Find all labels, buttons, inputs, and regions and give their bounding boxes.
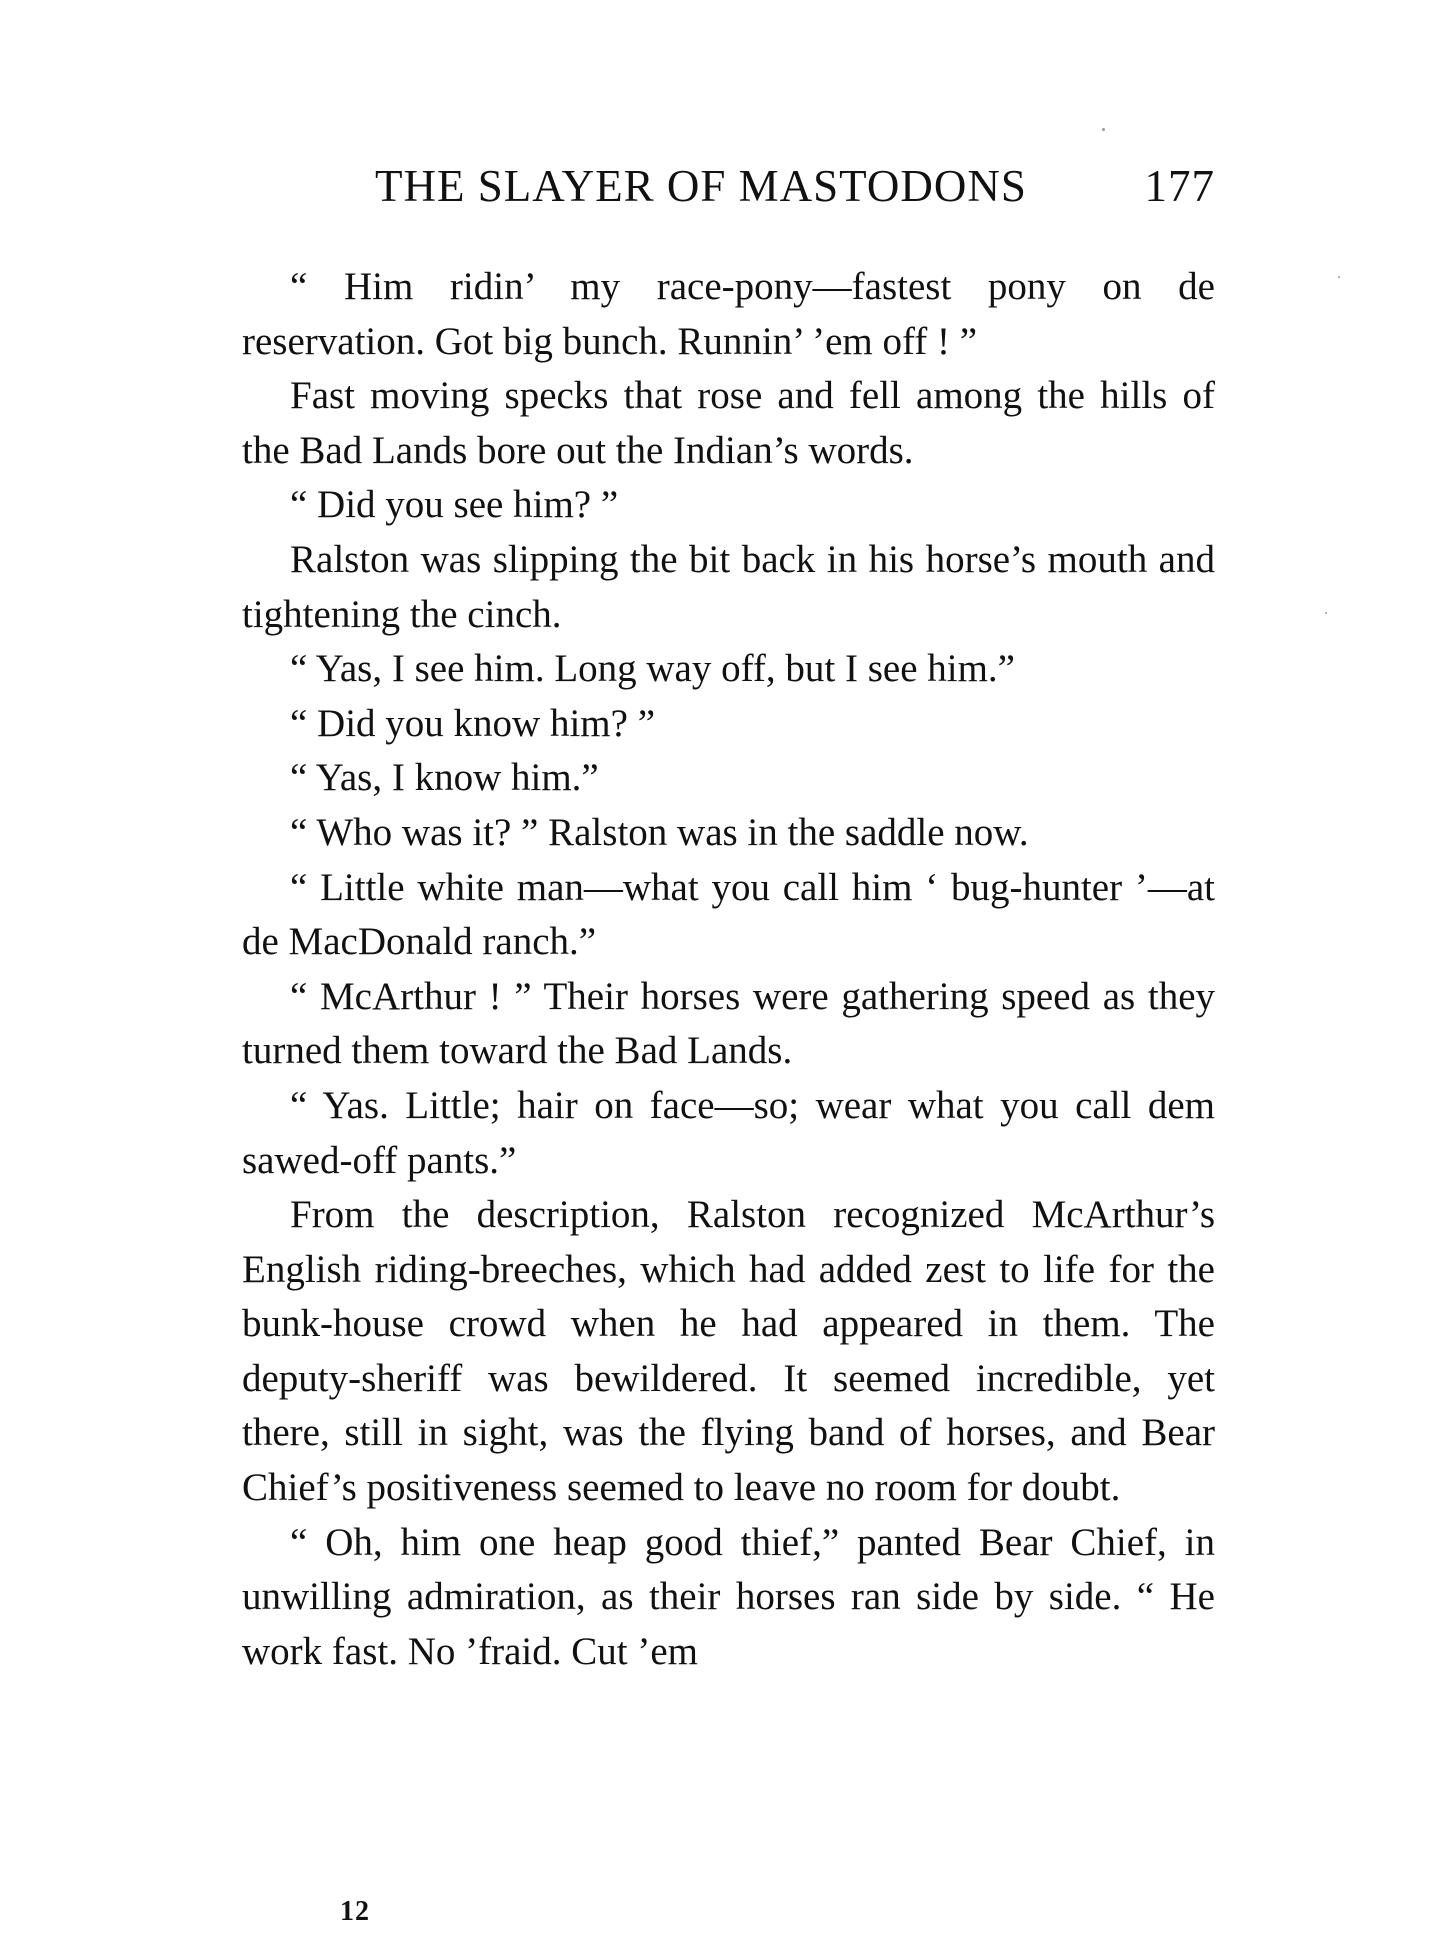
paragraph-9: “ Little white man—what you call him ‘ bug-hunter ’—at de MacDonald ranch.” [242, 865, 1215, 964]
signature-mark: 12 [340, 1896, 370, 1927]
running-head-title: THE SLAYER OF MASTODONS [375, 161, 1027, 211]
paragraph-5: “ Yas, I see him. Long way off, but I see him.” [290, 647, 1015, 691]
paragraph-10: “ McArthur ! ” Their horses were gathering speed as they turned them toward the Bad Lands. [242, 974, 1215, 1073]
paragraph-2: Fast moving specks that rose and fell among the hills of the Bad Lands bore out the Indian’s words. [242, 374, 1215, 472]
paragraph-6: “ Did you know him? ” [290, 701, 656, 745]
paragraph-3: “ Did you see him? ” [290, 483, 619, 527]
running-head [240, 160, 1215, 216]
body-text [242, 260, 1215, 1679]
paragraph-11: “ Yas. Little; hair on face—so; wear what you call dem sawed-off pants.” [242, 1083, 1215, 1182]
paragraph-8: “ Who was it? ” Ralston was in the saddle now. [290, 810, 1029, 854]
scan-speck [1325, 612, 1327, 614]
paragraph-7: “ Yas, I know him.” [290, 756, 599, 800]
scan-speck [1102, 128, 1105, 131]
paragraph-1: “ Him ridin’ my race-pony—fastest pony on de reservation. Got big bunch. Runnin’ ’em off ! ” [242, 265, 1215, 363]
page-number: 177 [1144, 161, 1215, 211]
paragraph-13: “ Oh, him one heap good thief,” panted Bear Chief, in unwilling admiration, as their horses ran side by side. “ He work fast. No ’fraid. Cut ’em [242, 1520, 1215, 1673]
paragraph-12: From the description, Ralston recognized McArthur’s English riding-breeches, which had added zest to life for the bunk-house crowd when he had appeared in them. The deputy-sheriff was bewildered. It seemed incredible, yet there, still in sight, was the flying band of horses, and Bear Chief’s positiveness seemed to leave no room for doubt. [242, 1193, 1215, 1510]
paragraph-4: Ralston was slipping the bit back in his horse’s mouth and tightening the cinch. [242, 537, 1215, 636]
scan-speck [1338, 276, 1340, 278]
